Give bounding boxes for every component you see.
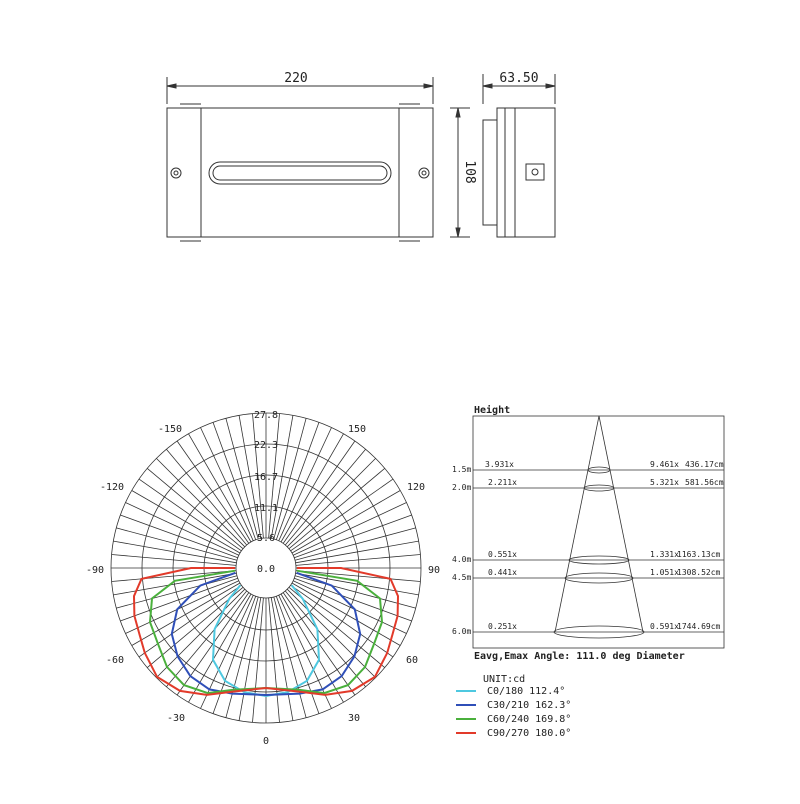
angle-label-30: 30 — [347, 713, 361, 724]
unit-label: UNIT:cd — [483, 674, 526, 685]
width-arrow-right — [424, 84, 433, 88]
angle-label-neg150: -150 — [157, 424, 183, 435]
cone-left-edge — [555, 416, 599, 632]
angle-label-120: 120 — [406, 482, 426, 493]
polar-spoke-150 — [281, 594, 344, 702]
legend-label-c0: C0/180 112.4° — [487, 686, 566, 697]
cone-emax-6-0m: 0.591x — [650, 622, 679, 631]
polar-spoke-225 — [156, 589, 244, 677]
cone-height-4-0m: 4.0m — [452, 555, 472, 564]
angle-label-neg30: -30 — [166, 713, 186, 724]
polar-spoke-170 — [271, 598, 293, 721]
polar-spoke-220 — [166, 591, 246, 687]
cone-height-2-0m: 2.0m — [452, 483, 472, 492]
polar-spoke-335 — [201, 428, 254, 541]
radial-label-0-0: 0.0 — [256, 564, 276, 575]
polar-spoke-315 — [156, 458, 244, 546]
height-dimension-label: 108 — [462, 160, 477, 184]
depth-dimension-label: 63.50 — [499, 71, 539, 86]
cone-emax-4-0m: 1.331x — [650, 550, 679, 559]
screw-hole-left — [171, 168, 181, 178]
polar-spoke-195 — [226, 597, 258, 718]
polar-spoke-15 — [274, 418, 306, 539]
polar-spoke-300 — [132, 491, 240, 554]
cone-diameter-6-0m: 1744.69cm — [677, 622, 721, 631]
polar-spoke-165 — [274, 597, 306, 718]
polar-spoke-260 — [113, 573, 236, 595]
side-view-drawing — [450, 74, 555, 237]
polar-spoke-65 — [293, 503, 406, 556]
polar-spoke-100 — [296, 573, 419, 595]
width-dimension-label: 220 — [284, 71, 308, 86]
light-window — [209, 162, 391, 184]
polar-spoke-115 — [293, 581, 406, 634]
cone-frame — [473, 416, 724, 648]
polar-spoke-245 — [126, 581, 239, 634]
angle-label-60: 60 — [405, 655, 419, 666]
legend — [456, 686, 571, 739]
radial-label-27-8: 27.8 — [253, 410, 279, 421]
angle-label-150: 150 — [347, 424, 367, 435]
radial-label-11-1: 11.1 — [253, 503, 279, 514]
angle-label-neg120: -120 — [99, 482, 125, 493]
side-mount-plate — [483, 120, 497, 225]
cone-eavg-6-0m: 0.251x — [488, 622, 517, 631]
cone-height-6-0m: 6.0m — [452, 627, 472, 636]
polar-spoke-285 — [116, 528, 237, 560]
light-window-inner — [213, 166, 387, 180]
cone-emax-2-0m: 5.321x — [650, 478, 679, 487]
polar-spoke-140 — [285, 591, 365, 687]
front-body — [167, 108, 433, 237]
cone-diagram — [473, 416, 724, 648]
polar-spoke-30 — [281, 434, 344, 542]
angle-label-neg60: -60 — [105, 655, 125, 666]
polar-spoke-50 — [289, 468, 385, 548]
width-arrow-left — [167, 84, 176, 88]
cone-diameter-4-5m: 1308.52cm — [677, 568, 721, 577]
polar-spoke-280 — [113, 541, 236, 563]
polar-spoke-60 — [292, 491, 400, 554]
cone-diameter-1-5m: 436.17cm — [685, 460, 724, 469]
front-view-drawing — [167, 77, 433, 241]
polar-spoke-310 — [147, 468, 243, 548]
angle-label-0: 0 — [262, 736, 270, 747]
angle-label-neg90: -90 — [85, 565, 105, 576]
cone-eavg-4-0m: 0.551x — [488, 550, 517, 559]
cone-title: Height — [474, 405, 511, 416]
radial-label-5-6: 5.6 — [256, 533, 276, 544]
side-clip — [526, 164, 544, 180]
cone-emax-4-5m: 1.051x — [650, 568, 679, 577]
cone-eavg-4-5m: 0.441x — [488, 568, 517, 577]
polar-spoke-75 — [295, 528, 416, 560]
radial-label-16-7: 16.7 — [253, 472, 279, 483]
cone-emax-1-5m: 9.461x — [650, 460, 679, 469]
cone-right-edge — [599, 416, 643, 632]
polar-spoke-210 — [189, 594, 252, 702]
polar-spoke-240 — [132, 583, 240, 646]
screw-hole-right — [419, 168, 429, 178]
polar-spoke-40 — [285, 449, 365, 545]
legend-label-c90: C90/270 180.0° — [487, 728, 572, 739]
polar-spoke-190 — [239, 598, 261, 721]
radial-label-22-3: 22.3 — [253, 440, 279, 451]
legend-label-c60: C60/240 169.8° — [487, 714, 572, 725]
legend-label-c30: C30/210 162.3° — [487, 700, 572, 711]
polar-spoke-80 — [296, 541, 419, 563]
polar-spoke-25 — [279, 428, 332, 541]
cone-height-1-5m: 1.5m — [452, 465, 472, 474]
polar-spoke-45 — [287, 458, 375, 546]
polar-spoke-330 — [189, 434, 252, 542]
angle-label-90: 90 — [427, 565, 441, 576]
cone-diameter-2-0m: 581.56cm — [685, 478, 724, 487]
cone-diameter-4-0m: 1163.13cm — [677, 550, 721, 559]
polar-spoke-135 — [287, 589, 375, 677]
polar-spoke-120 — [292, 583, 400, 646]
cone-footer: Eavg,Emax Angle: 111.0 deg Diameter — [474, 651, 685, 662]
polar-spoke-320 — [166, 449, 246, 545]
polar-spoke-295 — [126, 503, 239, 556]
cone-height-4-5m: 4.5m — [452, 573, 472, 582]
cone-eavg-2-0m: 2.211x — [488, 478, 517, 487]
cone-eavg-1-5m: 3.931x — [485, 460, 514, 469]
